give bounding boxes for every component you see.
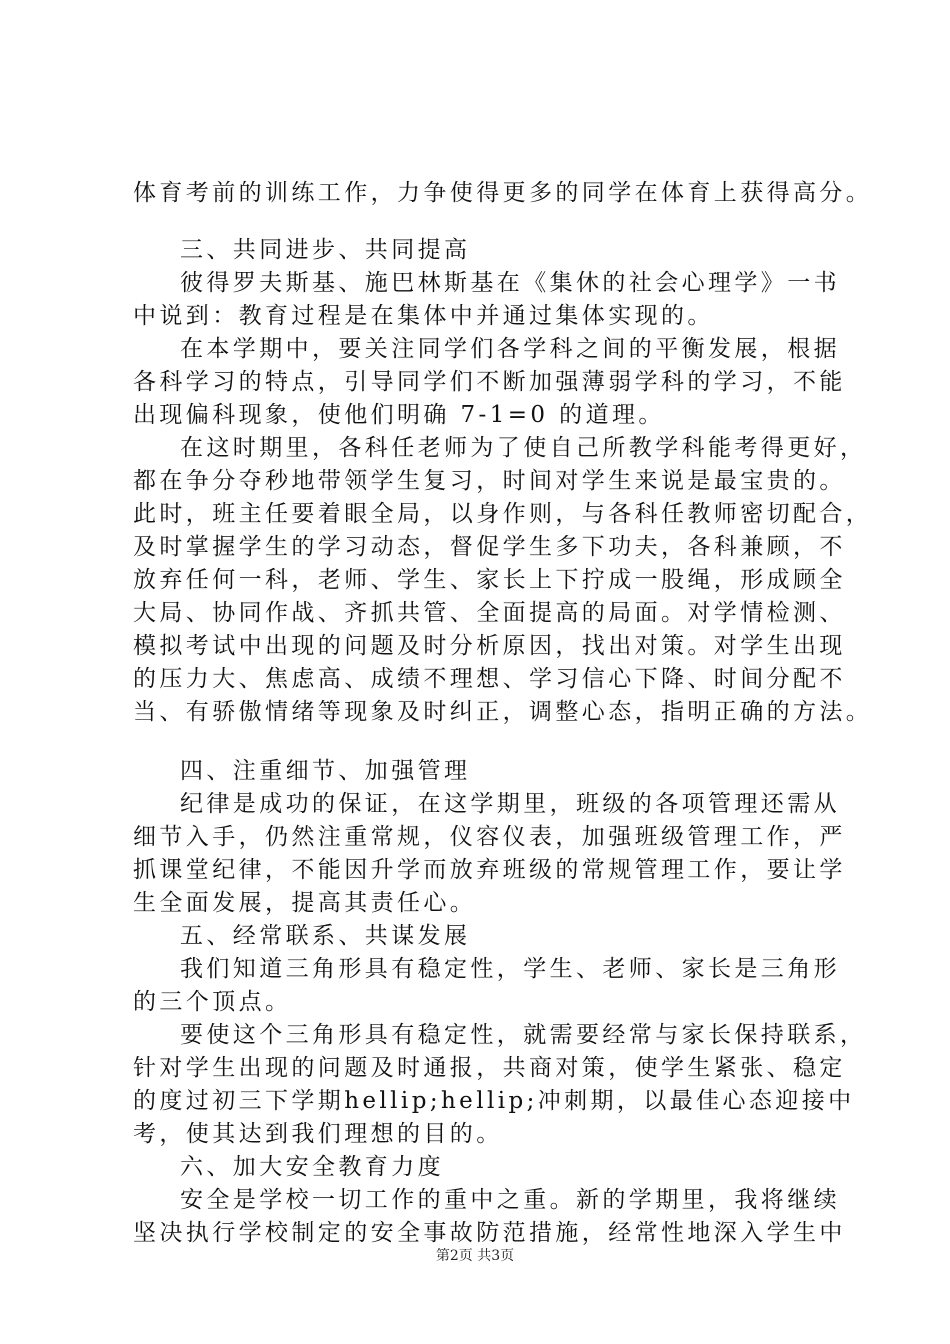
- paragraph-line: 安全是学校一切工作的重中之重。新的学期里，我将继续: [180, 1187, 840, 1213]
- paragraph-line: 体育考前的训练工作，力争使得更多的同学在体育上获得高分。: [133, 180, 873, 206]
- paragraph-line: 彼得罗夫斯基、施巴林斯基在《集休的社会心理学》一书: [180, 270, 840, 296]
- page-number-footer: 第2页 共3页: [435, 1248, 515, 1264]
- paragraph-line: 在本学期中，要关注同学们各学科之间的平衡发展，根据: [180, 336, 840, 362]
- paragraph-line: 要使这个三角形具有稳定性，就需要经常与家长保持联系，: [180, 1022, 867, 1048]
- section-heading: 六、加大安全教育力度: [180, 1154, 444, 1180]
- paragraph-line: 放弃任何一科，老师、学生、家长上下拧成一股绳，形成顾全: [133, 567, 846, 593]
- paragraph-line: 细节入手，仍然注重常规，仪容仪表，加强班级管理工作，严: [133, 824, 846, 850]
- paragraph-line: 中说到：教育过程是在集体中并通过集体实现的。: [133, 303, 714, 329]
- paragraph-line: 及时掌握学生的学习动态，督促学生多下功夫，各科兼顾，不: [133, 534, 846, 560]
- section-heading: 三、共同进步、共同提高: [180, 237, 471, 263]
- paragraph-line: 各科学习的特点，引导同学们不断加强薄弱学科的学习，不能: [133, 369, 846, 395]
- paragraph-line: 模拟考试中出现的问题及时分析原因，找出对策。对学生出现: [133, 633, 846, 659]
- paragraph-line: 考，使其达到我们理想的目的。: [133, 1121, 503, 1147]
- paragraph-line: 的度过初三下学期hellip;hellip;冲刺期，以最佳心态迎接中: [133, 1088, 855, 1114]
- paragraph-line: 都在争分夺秒地带领学生复习，时间对学生来说是最宝贵的。: [133, 468, 846, 494]
- paragraph-line: 当、有骄傲情绪等现象及时纠正，调整心态，指明正确的方法。: [133, 699, 873, 725]
- paragraph-line: 纪律是成功的保证，在这学期里，班级的各项管理还需从: [180, 791, 840, 817]
- paragraph-line: 出现偏科现象，使他们明确 7-1=0 的道理。: [133, 402, 665, 428]
- paragraph-line: 我们知道三角形具有稳定性，学生、老师、家长是三角形: [180, 956, 840, 982]
- paragraph-line: 抓课堂纪律，不能因升学而放弃班级的常规管理工作，要让学: [133, 857, 846, 883]
- paragraph-line: 的压力大、焦虑高、成绩不理想、学习信心下降、时间分配不: [133, 666, 846, 692]
- section-heading: 五、经常联系、共谋发展: [180, 923, 471, 949]
- paragraph-line: 坚决执行学校制定的安全事故防范措施，经常性地深入学生中: [133, 1220, 846, 1246]
- paragraph-line: 针对学生出现的问题及时通报，共商对策，使学生紧张、稳定: [133, 1055, 846, 1081]
- paragraph-line: 大局、协同作战、齐抓共管、全面提高的局面。对学情检测、: [133, 600, 846, 626]
- paragraph-line: 此时，班主任要着眼全局，以身作则，与各科任教师密切配合，: [133, 501, 873, 527]
- section-heading: 四、注重细节、加强管理: [180, 758, 471, 784]
- paragraph-line: 生全面发展，提高其责任心。: [133, 890, 477, 916]
- paragraph-line: 的三个顶点。: [133, 989, 292, 1015]
- paragraph-line: 在这时期里，各科任老师为了使自己所教学科能考得更好，: [180, 435, 867, 461]
